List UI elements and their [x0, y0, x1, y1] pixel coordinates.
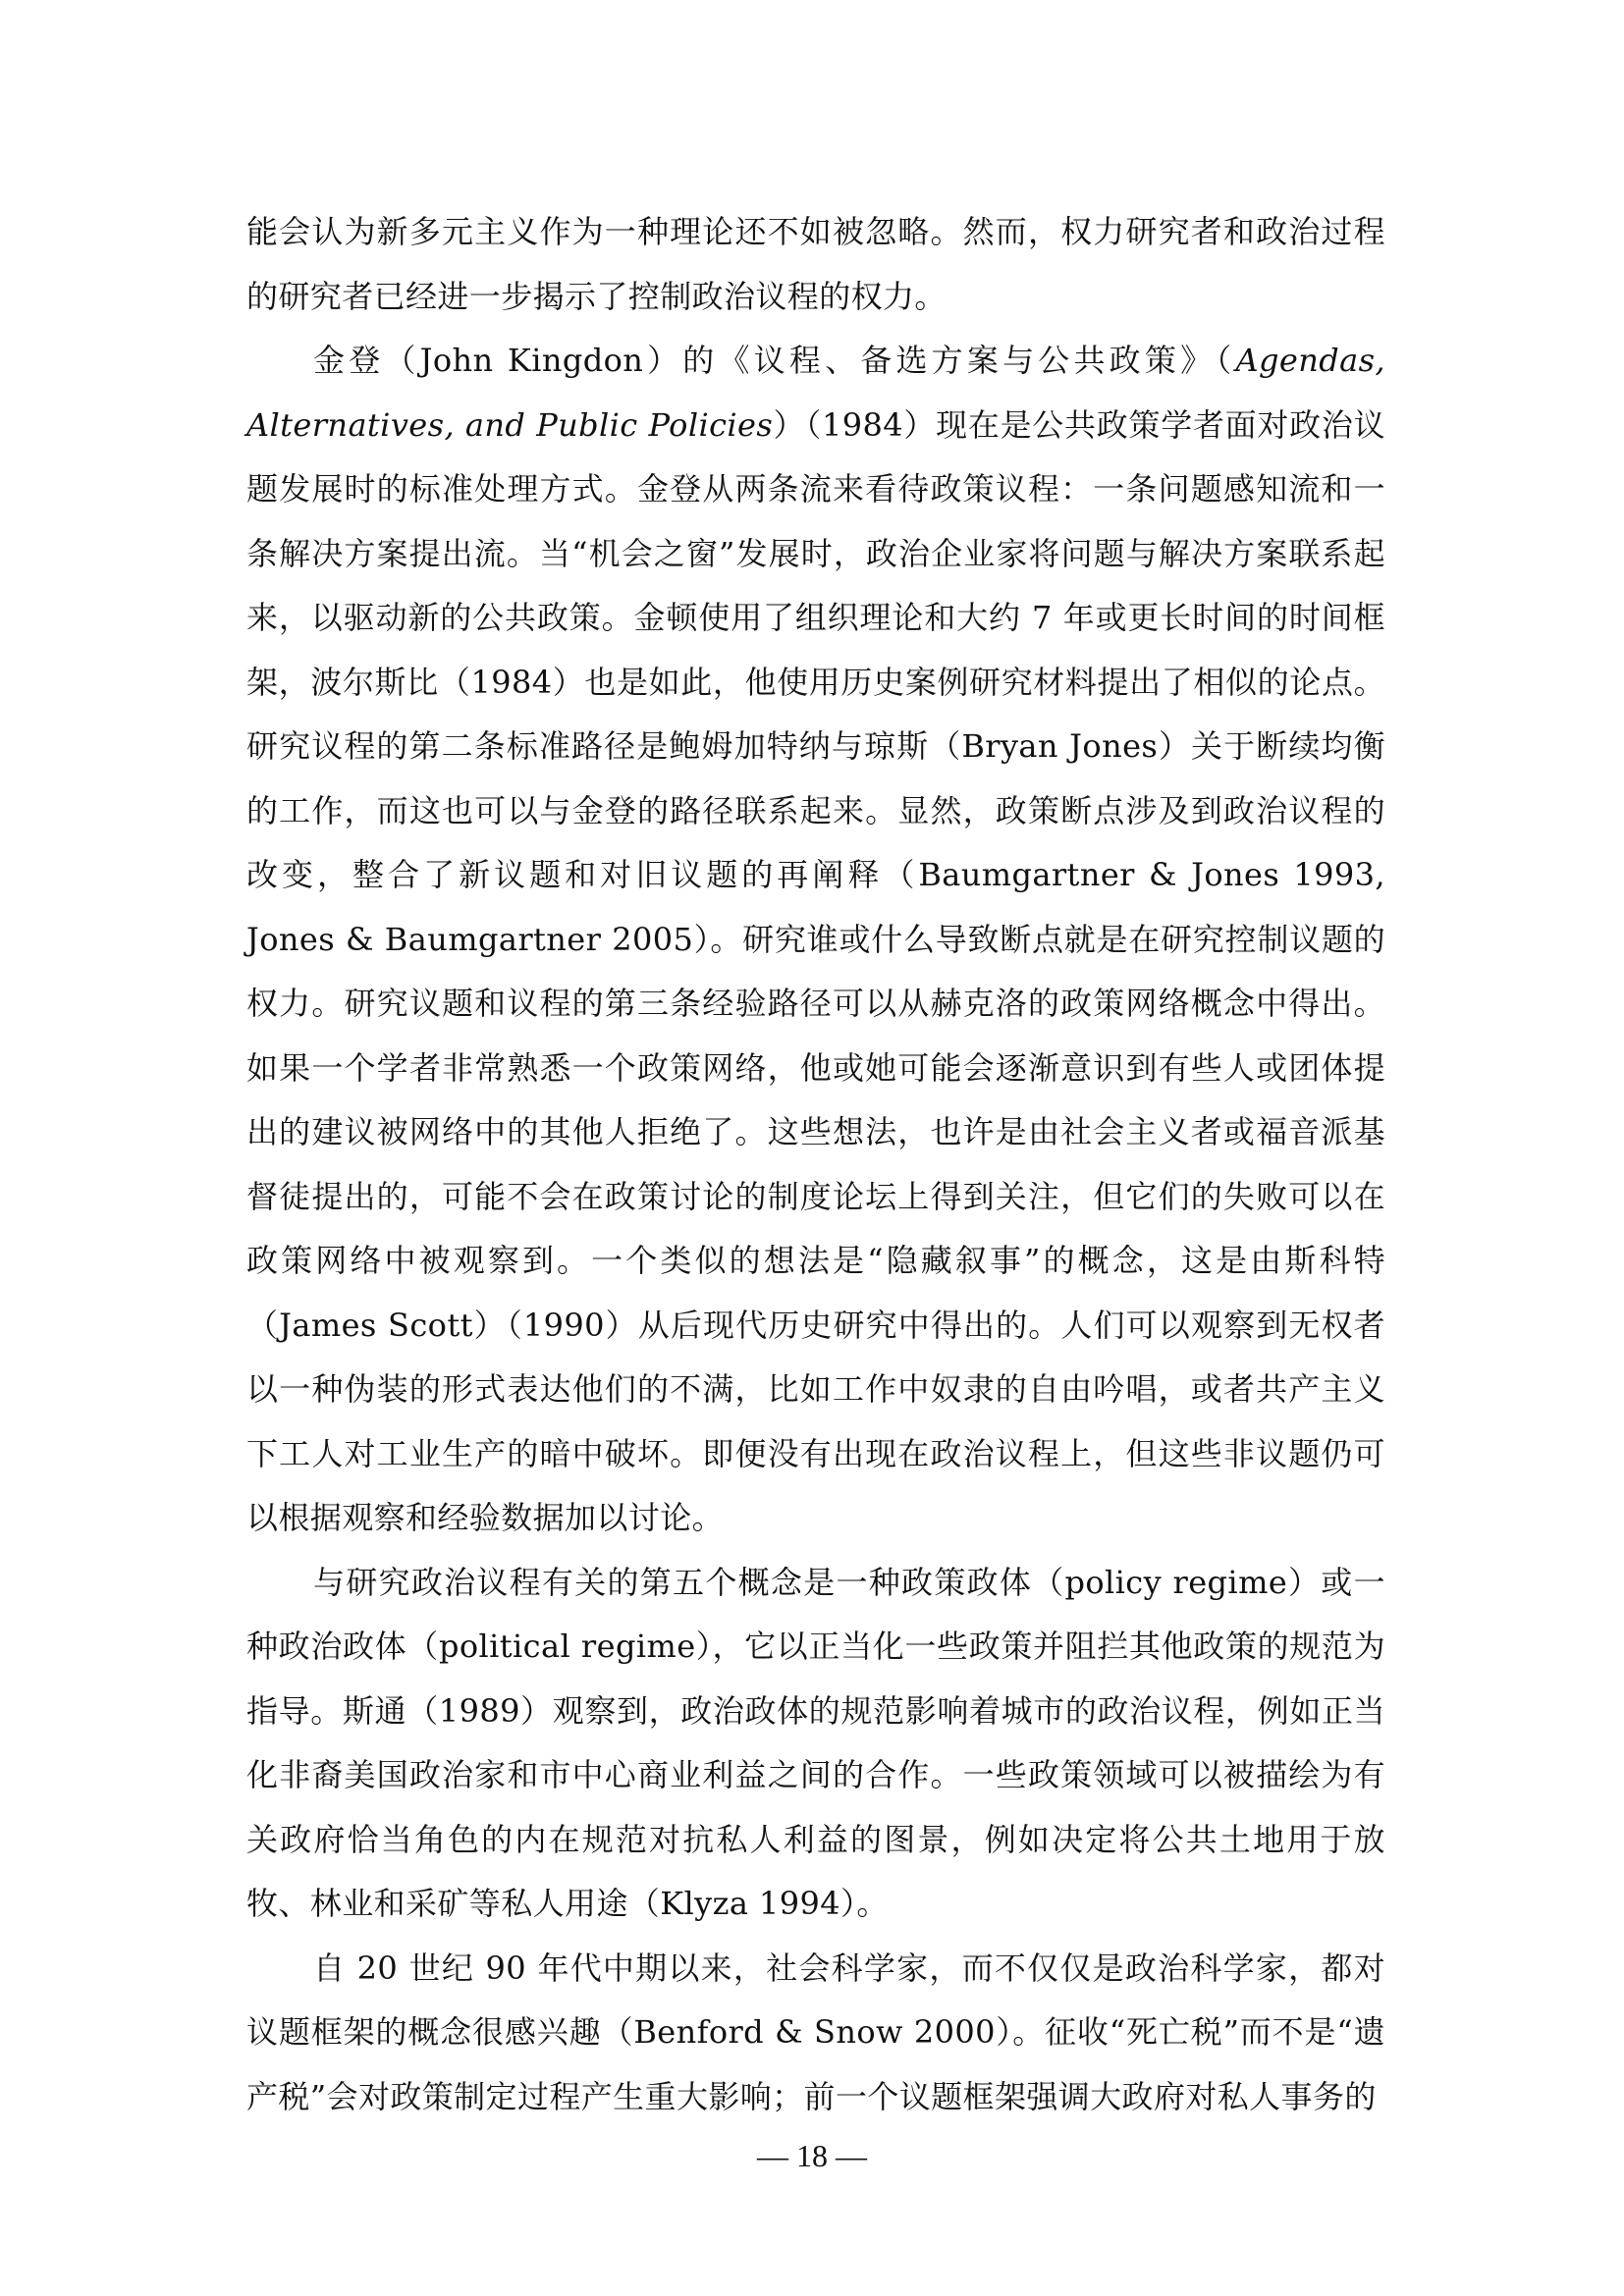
page-body — [246, 200, 1385, 2129]
paragraph-policy-regime: 与研究政治议程有关的第五个概念是一种政策政体（policy regime）或一种政治政体（political regime），它以正当化一些政策并阻拦其他政策的规范为指导。斯通（1989）观察到，政治政体的规范影响着城市的政治议程，例如正当化非裔美国政治家和市中心商业利益之间的合作。一些政策领域可以被描绘为有关政府恰当角色的内在规范对抗私人利益的图景，例如决定将公共土地用于放牧、林业和采矿等私人用途（Klyza 1994）。 — [246, 1563, 1385, 1922]
paragraph-kingdon — [246, 329, 1385, 1551]
paragraph-kingdon-body: ）（1984）现在是公共政策学者面对政治议题发展时的标准处理方式。金登从两条流来看待政策议程：一条问题感知流和一条解决方案提出流。当“机会之窗”发展时，政治企业家将问题与解决方案联系起来，以驱动新的公共政策。金顿使用了组织理论和大约 7 年或更长时间的时间框架，波尔斯比（1984）也是如此，他使用历史案例研究材料提出了相似的论点。研究议程的第二条标准路径是鲍姆加特纳与琼斯（Bryan Jones）关于断续均衡的工作，而这也可以与金登的路径联系起来。显然，政策断点涉及到政治议程的改变，整合了新议题和对旧议题的再阐释（Baumgartner & Jones 1993, Jones & Baumgartner 2005）。研究谁或什么导致断点就是在研究控制议题的权力。研究议题和议程的第三条经验路径可以从赫克洛的政策网络概念中得出。如果一个学者非常熟悉一个政策网络，他或她可能会逐渐意识到有些人或团体提出的建议被网络中的其他人拒绝了。这些想法，也许是由社会主义者或福音派基督徒提出的，可能不会在政策讨论的制度论坛上得到关注，但它们的失败可以在政策网络中被观察到。一个类似的想法是“隐藏叙事”的概念，这是由斯科特（James Scott）（1990）从后现代历史研究中得出的。人们可以观察到无权者以一种伪装的形式表达他们的不满，比如工作中奴隶的自由吟唱，或者共产主义下工人对工业生产的暗中破坏。即便没有出现在政治议程上，但这些非议题仍可以根据观察和经验数据加以讨论。 — [246, 405, 1386, 1536]
paragraph-issue-framing: 自 20 世纪 90 年代中期以来，社会科学家，而不仅仅是政治科学家，都对议题框架的概念很感兴趣（Benford & Snow 2000）。征收“死亡税”而不是“遗产税”会对政策制定过程产生重大影响；前一个议题框架强调大政府对私人事务的 — [246, 1949, 1385, 2115]
book-title-italic: Agendas, Alternatives, and Public Policies — [246, 342, 1385, 444]
page-number: — 18 — — [757, 2138, 867, 2173]
paragraph-kingdon-lead: 金登（John Kingdon）的《议程、备选方案与公共政策》（ — [313, 342, 1236, 379]
paragraph-continuation: 能会认为新多元主义作为一种理论还不如被忽略。然而，权力研究者和政治过程的研究者已经进一步揭示了控制政治议程的权力。 — [246, 213, 1385, 315]
